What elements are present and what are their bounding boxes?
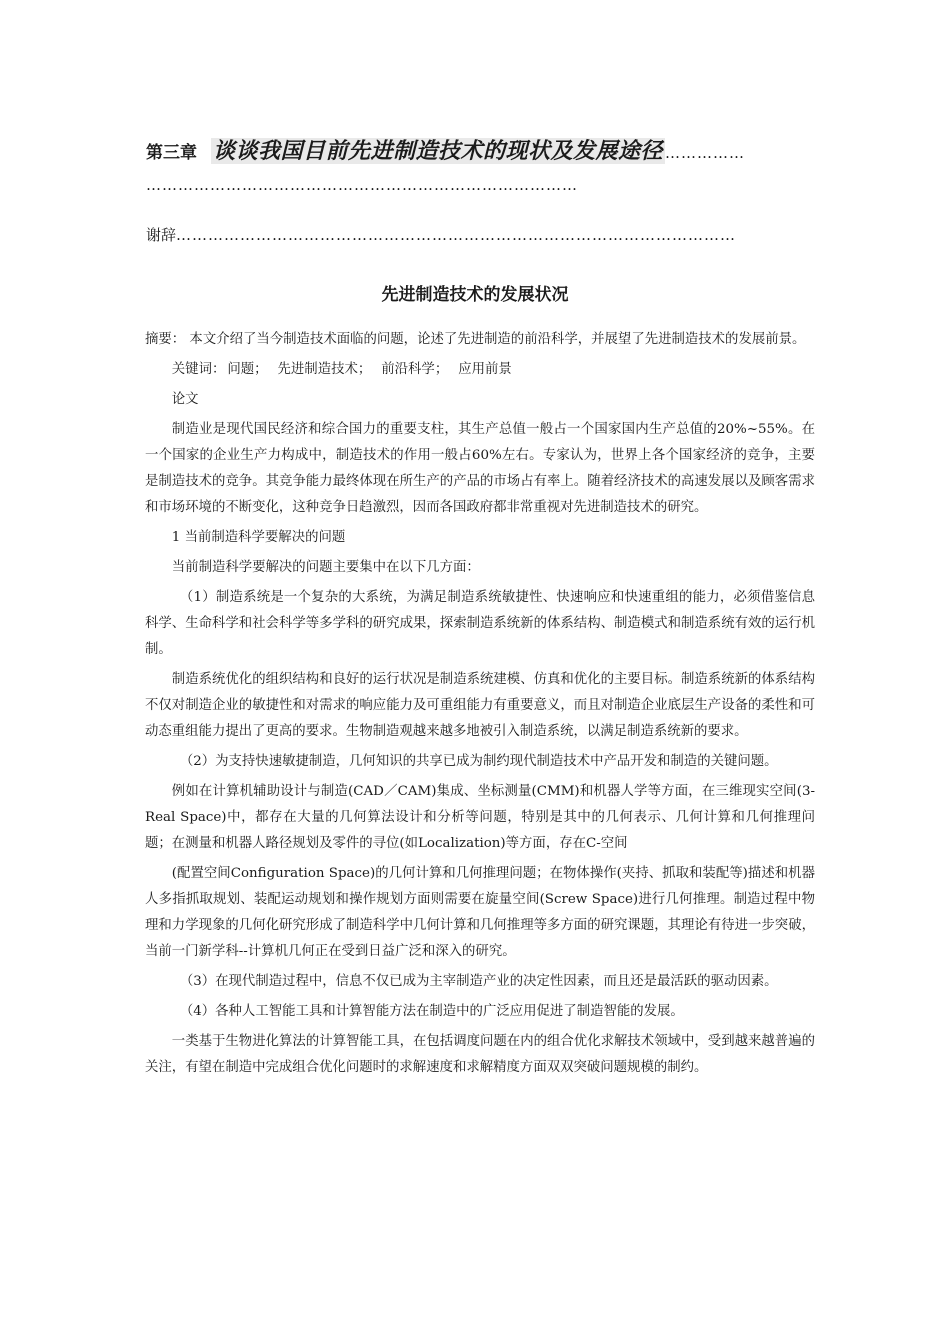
paragraph: （3）在现代制造过程中，信息不仅已成为主宰制造产业的决定性因素，而且还是最活跃的驱动因素。 <box>179 974 778 989</box>
keyword: 问题； <box>227 362 268 377</box>
paragraph: (配置空间Configuration Space)的几何计算和几何推理问题；在物体操作(夹持、抓取和装配等)描述和机器人多指抓取规划、装配运动规划和操作规划方面则需要在旋量空间(Screw Space)进行几何推理。制造过程中物理和力学现象的几何化研究形成了制造科学中几何计算和几何推理等多方面的研究课题，其理论有待进一步突破，当前一门新学科--计算机几何正在受到日益广泛和深入的研究。 <box>145 866 815 959</box>
abstract: 摘要： 本文介绍了当今制造技术面临的问题，论述了先进制造的前沿科学，并展望了先进制造技术的发展前景。 <box>145 332 806 347</box>
paragraph: 一类基于生物进化算法的计算智能工具，在包括调度问题在内的组合优化求解技术领域中，受到越来越普遍的关注，有望在制造中完成组合优化问题时的求解速度和求解精度方面双双突破问题规模的制约。 <box>145 1034 815 1075</box>
paper-label: 论文 <box>171 392 199 407</box>
keywords-line <box>145 357 815 383</box>
section-heading: 1 当前制造科学要解决的问题 <box>171 530 346 545</box>
paragraph: （4）各种人工智能工具和计算智能方法在制造中的广泛应用促进了制造智能的发展。 <box>179 1004 684 1019</box>
keyword: 应用前景 <box>458 362 512 377</box>
paragraph: 制造系统优化的组织结构和良好的运行状况是制造系统建模、仿真和优化的主要目标。制造系统新的体系结构不仅对制造企业的敏捷性和对需求的响应能力及可重组能力有重要意义，而且对制造企业底层生产设备的柔性和可动态重组能力提出了更高的要求。生物制造观越来越多地被引入制造系统，以满足制造系统新的要求。 <box>145 672 815 739</box>
toc-thanks-label: 谢辞 <box>146 226 177 244</box>
paragraph: 当前制造科学要解决的问题主要集中在以下几方面： <box>171 560 480 575</box>
paragraph: 制造业是现代国民经济和综合国力的重要支柱，其生产总值一般占一个国家国内生产总值的20%~55%。在一个国家的企业生产力构成中，制造技术的作用一般占60%左右。专家认为，世界上各个国家经济的竞争，主要是制造技术的竞争。其竞争能力最终体现在所生产的产品的市场占有率上。随着经济技术的高速发展以及顾客需求和市场环境的不断变化，这种竞争日趋激烈，因而各国政府都非常重视对先进制造技术的研究。 <box>145 422 815 515</box>
keyword: 先进制造技术； <box>277 362 372 377</box>
toc-thanks-dots: …………………………………………………………………………………………… <box>176 226 737 244</box>
paragraph: 例如在计算机辅助设计与制造(CAD／CAM)集成、坐标测量(CMM)和机器人学等方面，在三维现实空间(3-Real Space)中，都存在大量的几何算法设计和分析等问题，特别是其中的几何表示、几何计算和几何推理问题；在测量和机器人路径规划及零件的寻位(如Localization)等方面，存在C-空间 <box>145 784 815 851</box>
article-title: 先进制造技术的发展状况 <box>381 285 569 305</box>
paragraph: （1）制造系统是一个复杂的大系统，为满足制造系统敏捷性、快速响应和快速重组的能力，必须借鉴信息科学、生命科学和社会科学等多学科的研究成果，探索制造系统新的体系结构、制造模式和制造系统有效的运行机制。 <box>145 590 815 657</box>
toc-leader-dots-continued: ……………………………………………………………………… <box>146 176 578 194</box>
article-body <box>145 327 815 1085</box>
paragraph: （2）为支持快速敏捷制造，几何知识的共享已成为制约现代制造技术中产品开发和制造的关键问题。 <box>179 754 778 769</box>
keyword: 前沿科学； <box>381 362 449 377</box>
toc-entry-thanks[interactable] <box>146 224 786 245</box>
toc-chapter-title: 谈谈我国目前先进制造技术的现状及发展途径 <box>213 138 664 164</box>
toc-entry-chapter3[interactable] <box>146 134 836 165</box>
toc-chapter-label: 第三章 <box>146 143 197 163</box>
toc-leader-dots: …………… <box>665 144 746 162</box>
keywords-label: 关键词： <box>171 362 226 377</box>
